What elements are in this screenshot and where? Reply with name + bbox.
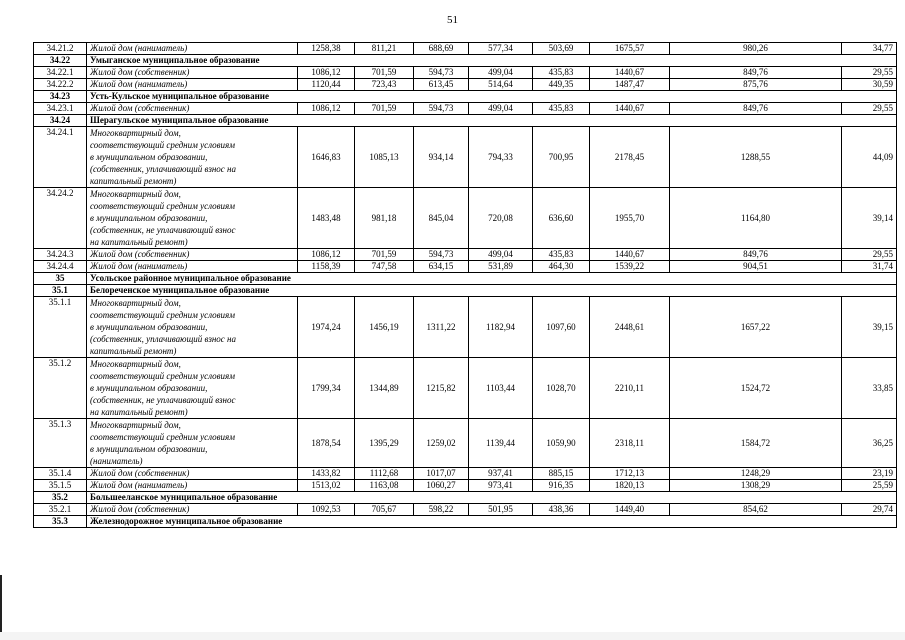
value-cell: 1440,67 bbox=[590, 103, 670, 115]
description-line: соответствующий средним условиям bbox=[90, 310, 235, 320]
description-line: капитальный ремонт) bbox=[90, 346, 177, 356]
value-cell: 1513,02 bbox=[298, 480, 355, 492]
value-cell: 849,76 bbox=[670, 103, 842, 115]
section-row bbox=[34, 91, 897, 103]
section-row bbox=[34, 273, 897, 285]
value-cell: 885,15 bbox=[533, 468, 590, 480]
value-cell: 594,73 bbox=[414, 67, 469, 79]
value-cell: 701,59 bbox=[355, 249, 414, 261]
section-title: Железнодорожное муниципальное образование bbox=[87, 516, 897, 528]
row-description: Жилой дом (наниматель) bbox=[87, 79, 298, 91]
section-title: Усольское районное муниципальное образование bbox=[87, 273, 897, 285]
row-code: 34.24.4 bbox=[34, 261, 87, 273]
section-title: Большееланское муниципальное образование bbox=[87, 492, 897, 504]
table-row bbox=[34, 43, 897, 55]
value-cell: 29,55 bbox=[842, 249, 897, 261]
value-cell: 25,59 bbox=[842, 480, 897, 492]
row-code: 34.24.3 bbox=[34, 249, 87, 261]
table-body bbox=[34, 43, 897, 528]
value-cell: 1248,29 bbox=[670, 468, 842, 480]
value-cell: 1215,82 bbox=[414, 358, 469, 419]
row-code: 35.1.3 bbox=[34, 419, 87, 468]
section-row bbox=[34, 516, 897, 528]
value-cell: 1059,90 bbox=[533, 419, 590, 468]
description-line: на капитальный ремонт) bbox=[90, 407, 188, 417]
value-cell: 1060,27 bbox=[414, 480, 469, 492]
row-code: 35.2.1 bbox=[34, 504, 87, 516]
value-cell: 2210,11 bbox=[590, 358, 670, 419]
value-cell: 1086,12 bbox=[298, 249, 355, 261]
description-line: (наниматель) bbox=[90, 456, 143, 466]
row-description bbox=[87, 358, 298, 419]
value-cell: 2318,11 bbox=[590, 419, 670, 468]
value-cell: 1646,83 bbox=[298, 127, 355, 188]
description-line: соответствующий средним условиям bbox=[90, 140, 235, 150]
section-row bbox=[34, 115, 897, 127]
value-cell: 849,76 bbox=[670, 249, 842, 261]
table-row bbox=[34, 127, 897, 188]
value-cell: 1311,22 bbox=[414, 297, 469, 358]
value-cell: 1120,44 bbox=[298, 79, 355, 91]
value-cell: 1712,13 bbox=[590, 468, 670, 480]
value-cell: 701,59 bbox=[355, 67, 414, 79]
value-cell: 875,76 bbox=[670, 79, 842, 91]
table-row bbox=[34, 297, 897, 358]
description-line: на капитальный ремонт) bbox=[90, 237, 188, 247]
value-cell: 435,83 bbox=[533, 249, 590, 261]
row-description bbox=[87, 188, 298, 249]
value-cell: 23,19 bbox=[842, 468, 897, 480]
row-code: 34.24 bbox=[34, 115, 87, 127]
value-cell: 705,67 bbox=[355, 504, 414, 516]
value-cell: 435,83 bbox=[533, 103, 590, 115]
value-cell: 1164,80 bbox=[670, 188, 842, 249]
row-code: 35.3 bbox=[34, 516, 87, 528]
section-title: Усть-Кульское муниципальное образование bbox=[87, 91, 897, 103]
row-description: Жилой дом (наниматель) bbox=[87, 480, 298, 492]
value-cell: 1085,13 bbox=[355, 127, 414, 188]
row-code: 34.22 bbox=[34, 55, 87, 67]
description-line: Многоквартирный дом, bbox=[90, 189, 181, 199]
value-cell: 1112,68 bbox=[355, 468, 414, 480]
value-cell: 1017,07 bbox=[414, 468, 469, 480]
value-cell: 577,34 bbox=[469, 43, 533, 55]
row-description bbox=[87, 127, 298, 188]
row-code: 35.1.1 bbox=[34, 297, 87, 358]
tariff-table bbox=[33, 42, 897, 528]
value-cell: 1974,24 bbox=[298, 297, 355, 358]
value-cell: 1878,54 bbox=[298, 419, 355, 468]
value-cell: 1456,19 bbox=[355, 297, 414, 358]
description-line: соответствующий средним условиям bbox=[90, 432, 235, 442]
row-code: 35.1.4 bbox=[34, 468, 87, 480]
section-title: Шерагульское муниципальное образование bbox=[87, 115, 897, 127]
section-row bbox=[34, 285, 897, 297]
value-cell: 981,18 bbox=[355, 188, 414, 249]
value-cell: 449,35 bbox=[533, 79, 590, 91]
row-description: Жилой дом (наниматель) bbox=[87, 43, 298, 55]
description-line: (собственник, уплачивающий взнос на bbox=[90, 164, 237, 174]
description-line: Многоквартирный дом, bbox=[90, 420, 181, 430]
value-cell: 1395,29 bbox=[355, 419, 414, 468]
value-cell: 1433,82 bbox=[298, 468, 355, 480]
row-description: Жилой дом (собственник) bbox=[87, 468, 298, 480]
value-cell: 29,74 bbox=[842, 504, 897, 516]
section-row bbox=[34, 492, 897, 504]
value-cell: 1440,67 bbox=[590, 249, 670, 261]
value-cell: 1086,12 bbox=[298, 67, 355, 79]
value-cell: 937,41 bbox=[469, 468, 533, 480]
value-cell: 34,77 bbox=[842, 43, 897, 55]
value-cell: 854,62 bbox=[670, 504, 842, 516]
row-code: 34.22.1 bbox=[34, 67, 87, 79]
value-cell: 794,33 bbox=[469, 127, 533, 188]
value-cell: 499,04 bbox=[469, 67, 533, 79]
value-cell: 2448,61 bbox=[590, 297, 670, 358]
table-row bbox=[34, 79, 897, 91]
value-cell: 499,04 bbox=[469, 103, 533, 115]
row-code: 35.1.5 bbox=[34, 480, 87, 492]
row-code: 34.24.1 bbox=[34, 127, 87, 188]
section-title: Умыганское муниципальное образование bbox=[87, 55, 897, 67]
value-cell: 720,08 bbox=[469, 188, 533, 249]
value-cell: 747,58 bbox=[355, 261, 414, 273]
section-title: Белореченское муниципальное образование bbox=[87, 285, 897, 297]
value-cell: 904,51 bbox=[670, 261, 842, 273]
description-line: в муниципальном образовании, bbox=[90, 322, 208, 332]
value-cell: 934,14 bbox=[414, 127, 469, 188]
value-cell: 1344,89 bbox=[355, 358, 414, 419]
row-description bbox=[87, 419, 298, 468]
row-code: 35.1.2 bbox=[34, 358, 87, 419]
value-cell: 2178,45 bbox=[590, 127, 670, 188]
value-cell: 1097,60 bbox=[533, 297, 590, 358]
value-cell: 39,14 bbox=[842, 188, 897, 249]
value-cell: 688,69 bbox=[414, 43, 469, 55]
value-cell: 1440,67 bbox=[590, 67, 670, 79]
value-cell: 29,55 bbox=[842, 103, 897, 115]
value-cell: 464,30 bbox=[533, 261, 590, 273]
page-number: 51 bbox=[447, 14, 458, 26]
value-cell: 1524,72 bbox=[670, 358, 842, 419]
value-cell: 29,55 bbox=[842, 67, 897, 79]
table-row bbox=[34, 358, 897, 419]
row-description: Жилой дом (наниматель) bbox=[87, 261, 298, 273]
row-code: 34.23 bbox=[34, 91, 87, 103]
value-cell: 1799,34 bbox=[298, 358, 355, 419]
value-cell: 435,83 bbox=[533, 67, 590, 79]
value-cell: 501,95 bbox=[469, 504, 533, 516]
value-cell: 503,69 bbox=[533, 43, 590, 55]
value-cell: 723,43 bbox=[355, 79, 414, 91]
description-line: Многоквартирный дом, bbox=[90, 359, 181, 369]
value-cell: 1158,39 bbox=[298, 261, 355, 273]
row-code: 35.1 bbox=[34, 285, 87, 297]
value-cell: 1103,44 bbox=[469, 358, 533, 419]
row-description: Жилой дом (собственник) bbox=[87, 103, 298, 115]
value-cell: 1820,13 bbox=[590, 480, 670, 492]
value-cell: 594,73 bbox=[414, 249, 469, 261]
row-code: 35.2 bbox=[34, 492, 87, 504]
value-cell: 1182,94 bbox=[469, 297, 533, 358]
value-cell: 980,26 bbox=[670, 43, 842, 55]
value-cell: 916,35 bbox=[533, 480, 590, 492]
table-row bbox=[34, 261, 897, 273]
value-cell: 1308,29 bbox=[670, 480, 842, 492]
row-description bbox=[87, 297, 298, 358]
table-row bbox=[34, 249, 897, 261]
value-cell: 1584,72 bbox=[670, 419, 842, 468]
row-code: 34.21.2 bbox=[34, 43, 87, 55]
scan-bottom-edge bbox=[0, 632, 905, 640]
value-cell: 1259,02 bbox=[414, 419, 469, 468]
row-code: 34.23.1 bbox=[34, 103, 87, 115]
row-code: 34.22.2 bbox=[34, 79, 87, 91]
table-row bbox=[34, 468, 897, 480]
row-description: Жилой дом (собственник) bbox=[87, 504, 298, 516]
row-description: Жилой дом (собственник) bbox=[87, 67, 298, 79]
row-code: 34.24.2 bbox=[34, 188, 87, 249]
description-line: Многоквартирный дом, bbox=[90, 298, 181, 308]
value-cell: 634,15 bbox=[414, 261, 469, 273]
value-cell: 499,04 bbox=[469, 249, 533, 261]
value-cell: 1675,57 bbox=[590, 43, 670, 55]
value-cell: 849,76 bbox=[670, 67, 842, 79]
value-cell: 1539,22 bbox=[590, 261, 670, 273]
description-line: в муниципальном образовании, bbox=[90, 213, 208, 223]
value-cell: 531,89 bbox=[469, 261, 533, 273]
value-cell: 700,95 bbox=[533, 127, 590, 188]
table-row bbox=[34, 504, 897, 516]
table-row bbox=[34, 188, 897, 249]
value-cell: 33,85 bbox=[842, 358, 897, 419]
description-line: (собственник, не уплачивающий взнос bbox=[90, 225, 236, 235]
value-cell: 1258,38 bbox=[298, 43, 355, 55]
value-cell: 39,15 bbox=[842, 297, 897, 358]
table-row bbox=[34, 67, 897, 79]
section-row bbox=[34, 55, 897, 67]
description-line: соответствующий средним условиям bbox=[90, 201, 235, 211]
table-row bbox=[34, 480, 897, 492]
value-cell: 811,21 bbox=[355, 43, 414, 55]
description-line: в муниципальном образовании, bbox=[90, 444, 208, 454]
value-cell: 636,60 bbox=[533, 188, 590, 249]
value-cell: 973,41 bbox=[469, 480, 533, 492]
description-line: в муниципальном образовании, bbox=[90, 383, 208, 393]
row-code: 35 bbox=[34, 273, 87, 285]
value-cell: 1028,70 bbox=[533, 358, 590, 419]
description-line: капитальный ремонт) bbox=[90, 176, 177, 186]
scan-left-edge bbox=[0, 575, 2, 640]
value-cell: 36,25 bbox=[842, 419, 897, 468]
description-line: Многоквартирный дом, bbox=[90, 128, 181, 138]
value-cell: 1483,48 bbox=[298, 188, 355, 249]
description-line: (собственник, не уплачивающий взнос bbox=[90, 395, 236, 405]
value-cell: 1139,44 bbox=[469, 419, 533, 468]
value-cell: 701,59 bbox=[355, 103, 414, 115]
value-cell: 1657,22 bbox=[670, 297, 842, 358]
description-line: (собственник, уплачивающий взнос на bbox=[90, 334, 237, 344]
value-cell: 1449,40 bbox=[590, 504, 670, 516]
value-cell: 1955,70 bbox=[590, 188, 670, 249]
value-cell: 1092,53 bbox=[298, 504, 355, 516]
value-cell: 1086,12 bbox=[298, 103, 355, 115]
value-cell: 438,36 bbox=[533, 504, 590, 516]
description-line: в муниципальном образовании, bbox=[90, 152, 208, 162]
value-cell: 44,09 bbox=[842, 127, 897, 188]
value-cell: 613,45 bbox=[414, 79, 469, 91]
table-row bbox=[34, 419, 897, 468]
value-cell: 514,64 bbox=[469, 79, 533, 91]
description-line: соответствующий средним условиям bbox=[90, 371, 235, 381]
value-cell: 1163,08 bbox=[355, 480, 414, 492]
value-cell: 30,59 bbox=[842, 79, 897, 91]
value-cell: 1487,47 bbox=[590, 79, 670, 91]
value-cell: 598,22 bbox=[414, 504, 469, 516]
row-description: Жилой дом (собственник) bbox=[87, 249, 298, 261]
value-cell: 845,04 bbox=[414, 188, 469, 249]
value-cell: 594,73 bbox=[414, 103, 469, 115]
value-cell: 1288,55 bbox=[670, 127, 842, 188]
table-row bbox=[34, 103, 897, 115]
value-cell: 31,74 bbox=[842, 261, 897, 273]
